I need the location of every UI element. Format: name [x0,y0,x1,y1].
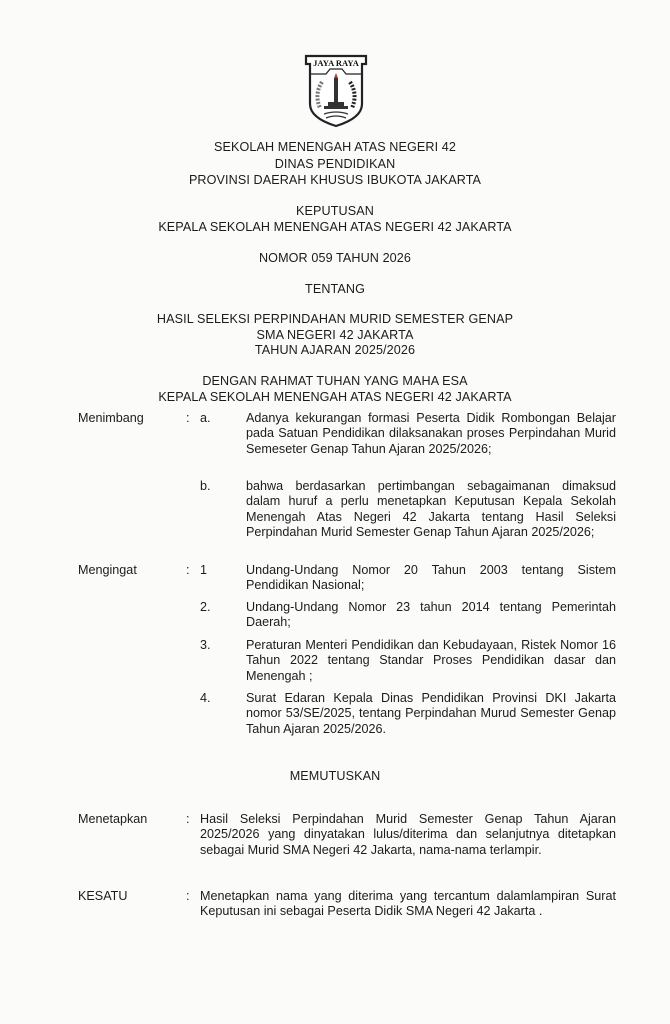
school-name: SEKOLAH MENENGAH ATAS NEGERI 42 [214,140,456,154]
kesatu-text: Menetapkan nama yang diterima yang tercantum dalamlampiran Surat Keputusan ini sebagai Peserta Didik SMA Negeri 42 Jakarta . [200,889,616,919]
kesatu-label: KESATU [78,889,128,903]
kesatu-colon: : [186,889,190,903]
mengingat-item-4-number: 4. [200,691,211,705]
mengingat-item-1-text: Undang-Undang Nomor 20 Tahun 2003 tentang Sistem Pendidikan Nasional; [246,563,616,593]
mengingat-item-2-number: 2. [200,600,211,614]
decree-number: NOMOR 059 TAHUN 2026 [258,251,411,265]
mengingat-item-2-text: Undang-Undang Nomor 23 tahun 2014 tentang Pemerintah Daerah; [246,600,616,630]
mengingat-colon: : [186,563,190,577]
document-type: KEPUTUSAN [296,204,374,218]
jakarta-coat-of-arms-icon [302,52,370,128]
menimbang-item-b-text: bahwa berdasarkan pertimbangan sebagaimanan dimaksud dalam huruf a perlu menetapkan Keputusan Kepala Sekolah Menengah Atas Negeri 42 Jakarta tentang Hasil Seleksi Perpindahan Murid Semester Genap Tahun Ajaran 2025/2026; [246,479,616,540]
subject-line-2: SMA NEGERI 42 JAKARTA [256,328,414,342]
menetapkan-text: Hasil Seleksi Perpindahan Murid Semester Genap Tahun Ajaran 2025/2026 yang dinyatakan lulus/diterima dan selanjutnya ditetapkan sebagai Murid SMA Negeri 42 Jakarta, nama-nama terlampir. [200,812,616,857]
issuer-title: KEPALA SEKOLAH MENENGAH ATAS NEGERI 42 JAKARTA [158,220,512,234]
menimbang-colon: : [186,411,190,425]
logo-motto: JAYA RAYA [313,58,359,68]
agency-name: DINAS PENDIDIKAN [274,157,396,171]
mengingat-item-3-text: Peraturan Menteri Pendidikan dan Kebudayaan, Ristek Nomor 16 Tahun 2022 tentang Standar Proses Pendidikan dasar dan Menengah ; [246,638,616,683]
invocation-issuer: KEPALA SEKOLAH MENENGAH ATAS NEGERI 42 JAKARTA [158,390,512,404]
mengingat-item-1-number: 1 [200,563,208,577]
subject-line-3: TAHUN AJARAN 2025/2026 [254,343,416,357]
menimbang-label: Menimbang [78,411,144,425]
subject-line-1: HASIL SELEKSI PERPINDAHAN MURID SEMESTER GENAP [156,312,514,326]
about-label: TENTANG [305,282,365,296]
menetapkan-label: Menetapkan [78,812,148,826]
decision-heading: MEMUTUSKAN [289,769,381,783]
menetapkan-colon: : [186,812,190,826]
province-name: PROVINSI DAERAH KHUSUS IBUKOTA JAKARTA [188,173,482,187]
menimbang-item-b-number: b. [200,479,211,493]
mengingat-item-3-number: 3. [200,638,211,652]
menimbang-item-a-text: Adanya kekurangan formasi Peserta Didik Rombongan Belajar pada Satuan Pendidikan dilaksanakan proses Perpindahan Murid Semeseter Genap Tahun Ajaran 2025/2026; [246,411,616,456]
mengingat-label: Mengingat [78,563,137,577]
invocation: DENGAN RAHMAT TUHAN YANG MAHA ESA [202,374,468,388]
mengingat-item-4-text: Surat Edaran Kepala Dinas Pendidikan Provinsi DKI Jakarta nomor 53/SE/2025, tentang Perpindahan Murud Semester Genap Tahun Ajaran 2025/2026. [246,691,616,736]
menimbang-item-a-number: a. [200,411,211,425]
